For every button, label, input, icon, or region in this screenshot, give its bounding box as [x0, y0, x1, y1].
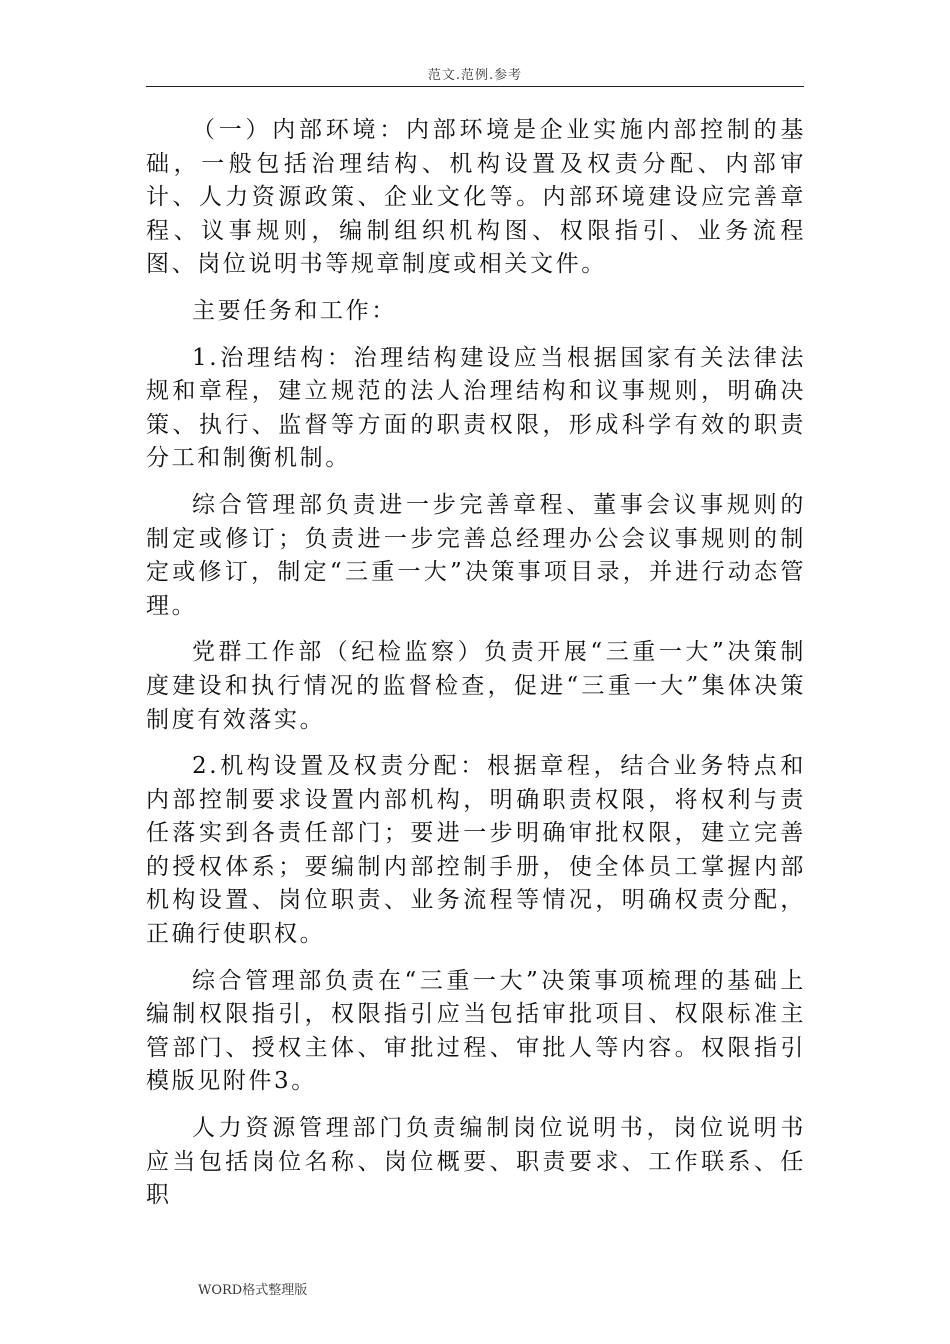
header-rule [146, 86, 804, 87]
paragraph-internal-environment: （一）内部环境：内部环境是企业实施内部控制的基础，一般包括治理结构、机构设置及权责分配、内部审计、人力资源政策、企业文化等。内部环境建设应完善章程、议事规则，编制组织机构图、权限指引、业务流程图、岗位说明书等规章制度或相关文件。 [146, 117, 806, 278]
page-footer: WORD格式整理版 [198, 1283, 308, 1298]
paragraph-org-setup: 2.机构设置及权责分配：根据章程，结合业务特点和内部控制要求设置内部机构，明确职责权限，将权利与责任落实到各责任部门；要进一步明确审批权限，建立完善的授权体系；要编制内部控制手册，使全体员工掌握内部机构设置、岗位职责、业务流程等情况，明确权责分配，正确行使职权。 [146, 753, 806, 948]
paragraph-authority-guide: 综合管理部负责在“三重一大”决策事项梳理的基础上编制权限指引，权限指引应当包括审批项目、权限标准主管部门、授权主体、审批过程、审批人等内容。权限指引模版见附件3。 [146, 967, 806, 1095]
document-body [146, 114, 806, 1226]
paragraph-party-work: 党群工作部（纪检监察）负责开展“三重一大”决策制度建设和执行情况的监督检查，促进“三重一大”集体决策制度有效落实。 [146, 639, 806, 733]
paragraph-hr-job-description: 人力资源管理部门负责编制岗位说明书，岗位说明书应当包括岗位名称、岗位概要、职责要求、工作联系、任职 [146, 1115, 806, 1209]
paragraph-general-management: 综合管理部负责进一步完善章程、董事会议事规则的制定或修订；负责进一步完善总经理办公会议事规则的制定或修订，制定“三重一大”决策事项目录，并进行动态管理。 [146, 491, 806, 619]
page-header: 范文.范例.参考 [427, 68, 523, 83]
paragraph-governance-structure: 1.治理结构：治理结构建设应当根据国家有关法律法规和章程，建立规范的法人治理结构和议事规则，明确决策、执行、监督等方面的职责权限，形成科学有效的职责分工和制衡机制。 [146, 344, 806, 472]
paragraph-main-tasks: 主要任务和工作： [192, 297, 397, 324]
